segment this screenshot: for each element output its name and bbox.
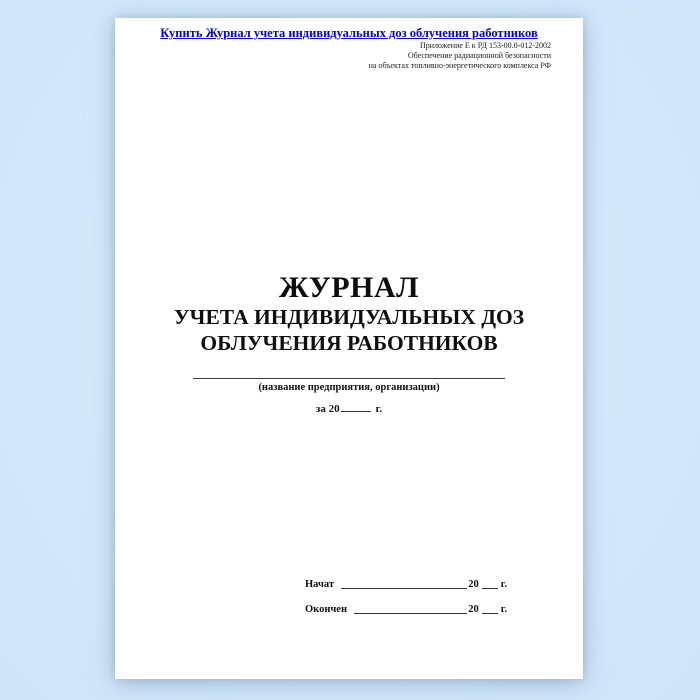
regulation-reference-block bbox=[369, 41, 551, 71]
buy-link-row bbox=[115, 24, 583, 42]
year-line bbox=[115, 401, 583, 415]
started-year-prefix: 20 bbox=[468, 579, 479, 590]
finished-label: Окончен bbox=[305, 604, 348, 615]
started-year-suffix: г. bbox=[500, 579, 507, 590]
document-page bbox=[115, 18, 583, 679]
year-prefix: за 20 bbox=[315, 403, 340, 415]
started-row bbox=[305, 578, 507, 591]
title-main: ЖУРНАЛ bbox=[279, 271, 419, 304]
started-label: Начат bbox=[305, 579, 335, 590]
year-fill-line bbox=[341, 401, 371, 412]
finished-year-suffix: г. bbox=[500, 604, 507, 615]
organization-fill-line bbox=[193, 370, 505, 379]
finished-row bbox=[305, 603, 507, 616]
finished-year-fill-line bbox=[482, 613, 498, 614]
buy-journal-link[interactable]: Купить Журнал учета индивидуальных доз облучения работников bbox=[160, 26, 538, 40]
footer-dates-block bbox=[305, 578, 507, 628]
organization-block bbox=[115, 370, 583, 415]
started-year-fill-line bbox=[482, 588, 498, 589]
year-suffix: г. bbox=[375, 403, 383, 415]
reference-line-appendix: Приложение Е к РД 153-00.0-012-2002 bbox=[419, 41, 551, 50]
finished-date-fill-line bbox=[354, 613, 467, 614]
reference-line-safety: Обеспечение радиационной безопасности bbox=[407, 51, 551, 60]
title-sub-line1: УЧЕТА ИНДИВИДУАЛЬНЫХ ДОЗ bbox=[173, 305, 525, 329]
journal-title-block bbox=[115, 272, 583, 356]
reference-line-facilities: на объектах топливно-энергетического комплекса РФ bbox=[368, 61, 551, 70]
organization-caption: (название предприятия, организации) bbox=[258, 382, 440, 393]
finished-year-prefix: 20 bbox=[468, 604, 479, 615]
started-date-fill-line bbox=[341, 588, 467, 589]
title-sub-line2: ОБЛУЧЕНИЯ РАБОТНИКОВ bbox=[200, 331, 498, 355]
